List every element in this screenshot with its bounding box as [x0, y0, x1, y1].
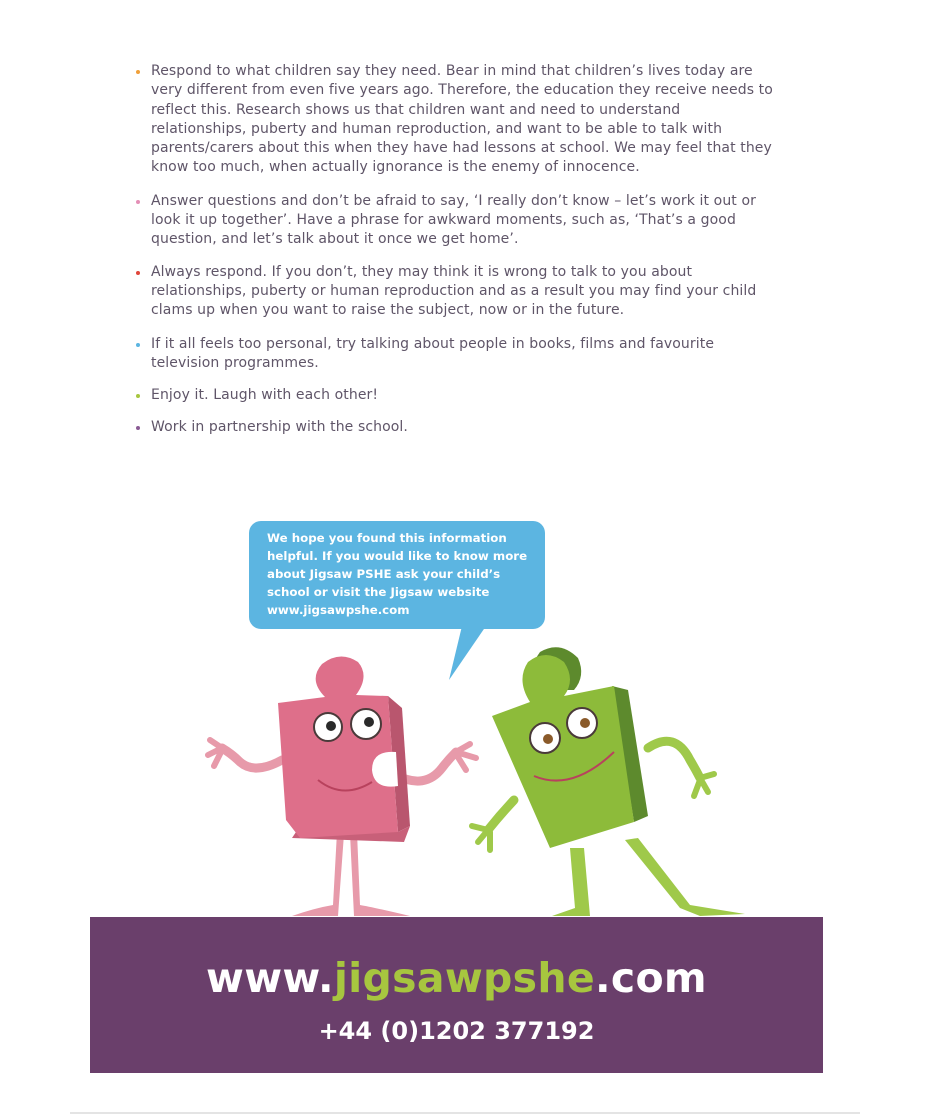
- pink-puzzle-piece-icon: [208, 656, 476, 916]
- tip-text: Answer questions and don’t be afraid to say, ‘I really don’t know – let’s work it out or look it up together’. Have a phrase for awkward moments, such as, ‘That’s a good question, and let’s talk about it once we get home’.: [151, 192, 756, 248]
- speech-bubble-tail: [449, 626, 486, 680]
- footer-banner: [90, 917, 823, 1073]
- bubble-message: We hope you found this information helpful. If you would like to know more about Jigsaw PSHE ask your child’s school or visit the Jigsaw website www.jigsawpshe.com: [267, 531, 528, 617]
- tip-text: Always respond. If you don’t, they may think it is wrong to talk to you about relationships, puberty or human reproduction and as a result you may find your child clams up when you want to raise the subject, now or in the future.: [151, 263, 757, 319]
- green-puzzle-piece-icon: [472, 647, 745, 916]
- url-highlight: jigsawpshe: [333, 954, 595, 1002]
- url-suffix: .com: [594, 954, 707, 1002]
- url-prefix: www.: [206, 954, 334, 1002]
- speech-bubble: [249, 521, 545, 629]
- tip-text: Respond to what children say they need. Bear in mind that children’s lives today are very different from even five years ago. Therefore, the education they receive needs to reflect this. Research shows us that children want and need to understand relationships, puberty and human reproduction, and want to be able to talk with parents/carers about this when they have had lessons at school. We may feel that they know too much, when actually ignorance is the enemy of innocence.: [151, 63, 773, 176]
- phone-number: +44 (0)1202 377192: [318, 1017, 595, 1045]
- scan-edge-line: [70, 1112, 860, 1114]
- tip-text: Work in partnership with the school.: [151, 419, 408, 436]
- website-url[interactable]: [90, 954, 823, 1002]
- tip-text: Enjoy it. Laugh with each other!: [151, 387, 379, 404]
- tip-text: If it all feels too personal, try talking about people in books, films and favourite television programmes.: [151, 335, 715, 371]
